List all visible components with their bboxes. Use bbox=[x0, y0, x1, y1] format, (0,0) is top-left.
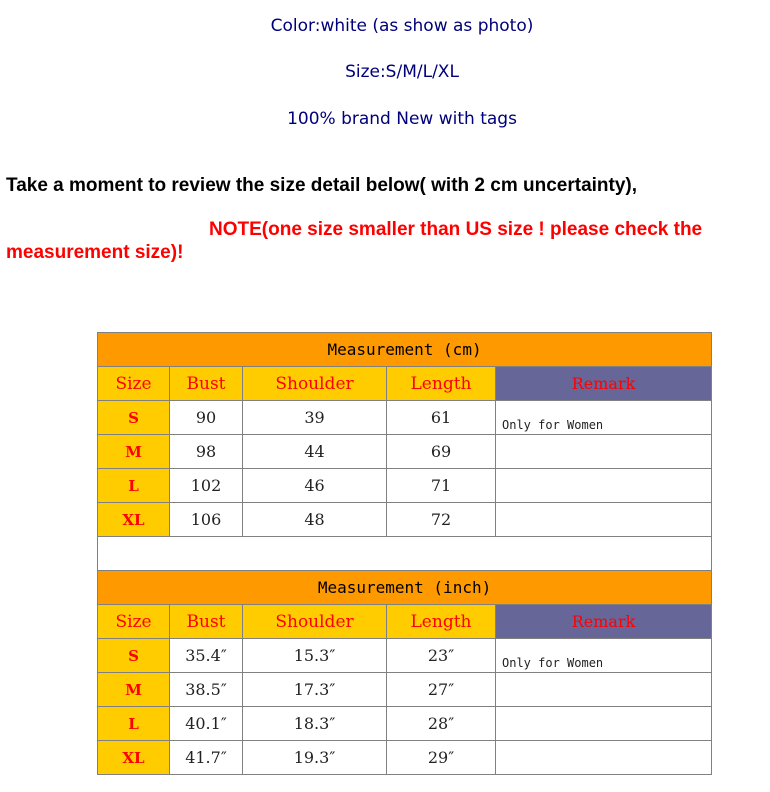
shoulder-cell: 18.3″ bbox=[243, 707, 387, 741]
table-row bbox=[98, 503, 712, 537]
length-cell: 72 bbox=[387, 503, 496, 537]
shoulder-cell: 39 bbox=[243, 401, 387, 435]
remark-cell bbox=[496, 435, 712, 469]
table-row bbox=[98, 401, 712, 435]
remark-cell bbox=[496, 741, 712, 775]
remark-cell bbox=[496, 639, 712, 673]
shoulder-cell: 19.3″ bbox=[243, 741, 387, 775]
remark-cell bbox=[496, 469, 712, 503]
cm-table-title: Measurement (cm) bbox=[98, 333, 712, 367]
cm-title-row bbox=[98, 333, 712, 367]
bust-cell: 106 bbox=[170, 503, 243, 537]
size-cell: M bbox=[98, 673, 170, 707]
size-cell: L bbox=[98, 469, 170, 503]
remark-cell bbox=[496, 707, 712, 741]
table-row bbox=[98, 707, 712, 741]
bust-cell: 40.1″ bbox=[170, 707, 243, 741]
inch-header-remark: Remark bbox=[496, 605, 712, 639]
length-cell: 69 bbox=[387, 435, 496, 469]
length-cell: 71 bbox=[387, 469, 496, 503]
cm-header-shoulder: Shoulder bbox=[243, 367, 387, 401]
size-cell: L bbox=[98, 707, 170, 741]
cm-header-length: Length bbox=[387, 367, 496, 401]
inch-header-row bbox=[98, 605, 712, 639]
size-note bbox=[6, 218, 766, 264]
shoulder-cell: 17.3″ bbox=[243, 673, 387, 707]
size-info: Size:S/M/L/XL bbox=[345, 62, 459, 82]
table-row bbox=[98, 639, 712, 673]
table-row bbox=[98, 741, 712, 775]
bust-cell: 41.7″ bbox=[170, 741, 243, 775]
size-note-line-1: NOTE(one size smaller than US size ! please check the bbox=[209, 219, 703, 240]
size-cell: S bbox=[98, 401, 170, 435]
remark-text: Only for Women bbox=[502, 655, 604, 670]
spacer-cell bbox=[98, 537, 712, 571]
inch-table-title: Measurement (inch) bbox=[98, 571, 712, 605]
shoulder-cell: 15.3″ bbox=[243, 639, 387, 673]
table-row bbox=[98, 673, 712, 707]
bust-cell: 98 bbox=[170, 435, 243, 469]
table-row bbox=[98, 435, 712, 469]
bust-cell: 102 bbox=[170, 469, 243, 503]
inch-header-shoulder: Shoulder bbox=[243, 605, 387, 639]
inch-header-bust: Bust bbox=[170, 605, 243, 639]
bust-cell: 38.5″ bbox=[170, 673, 243, 707]
table-row bbox=[98, 469, 712, 503]
condition-info: 100% brand New with tags bbox=[287, 109, 517, 129]
bust-cell: 90 bbox=[170, 401, 243, 435]
remark-cell bbox=[496, 503, 712, 537]
size-note-line-2: measurement size)! bbox=[6, 242, 184, 263]
remark-text: Only for Women bbox=[502, 417, 604, 432]
color-info: Color:white (as show as photo) bbox=[270, 16, 534, 36]
inch-title-row bbox=[98, 571, 712, 605]
remark-cell bbox=[496, 673, 712, 707]
bust-cell: 35.4″ bbox=[170, 639, 243, 673]
cm-header-row bbox=[98, 367, 712, 401]
length-cell: 61 bbox=[387, 401, 496, 435]
length-cell: 27″ bbox=[387, 673, 496, 707]
cm-header-bust: Bust bbox=[170, 367, 243, 401]
shoulder-cell: 46 bbox=[243, 469, 387, 503]
cm-header-remark: Remark bbox=[496, 367, 712, 401]
inch-header-size: Size bbox=[98, 605, 170, 639]
shoulder-cell: 48 bbox=[243, 503, 387, 537]
cm-header-size: Size bbox=[98, 367, 170, 401]
size-cell: S bbox=[98, 639, 170, 673]
inch-header-length: Length bbox=[387, 605, 496, 639]
review-notice: Take a moment to review the size detail below( with 2 cm uncertainty), bbox=[6, 175, 638, 196]
remark-cell bbox=[496, 401, 712, 435]
length-cell: 29″ bbox=[387, 741, 496, 775]
length-cell: 23″ bbox=[387, 639, 496, 673]
size-cell: XL bbox=[98, 503, 170, 537]
shoulder-cell: 44 bbox=[243, 435, 387, 469]
size-cell: XL bbox=[98, 741, 170, 775]
size-chart-table bbox=[97, 332, 712, 775]
spacer-row bbox=[98, 537, 712, 571]
length-cell: 28″ bbox=[387, 707, 496, 741]
size-cell: M bbox=[98, 435, 170, 469]
